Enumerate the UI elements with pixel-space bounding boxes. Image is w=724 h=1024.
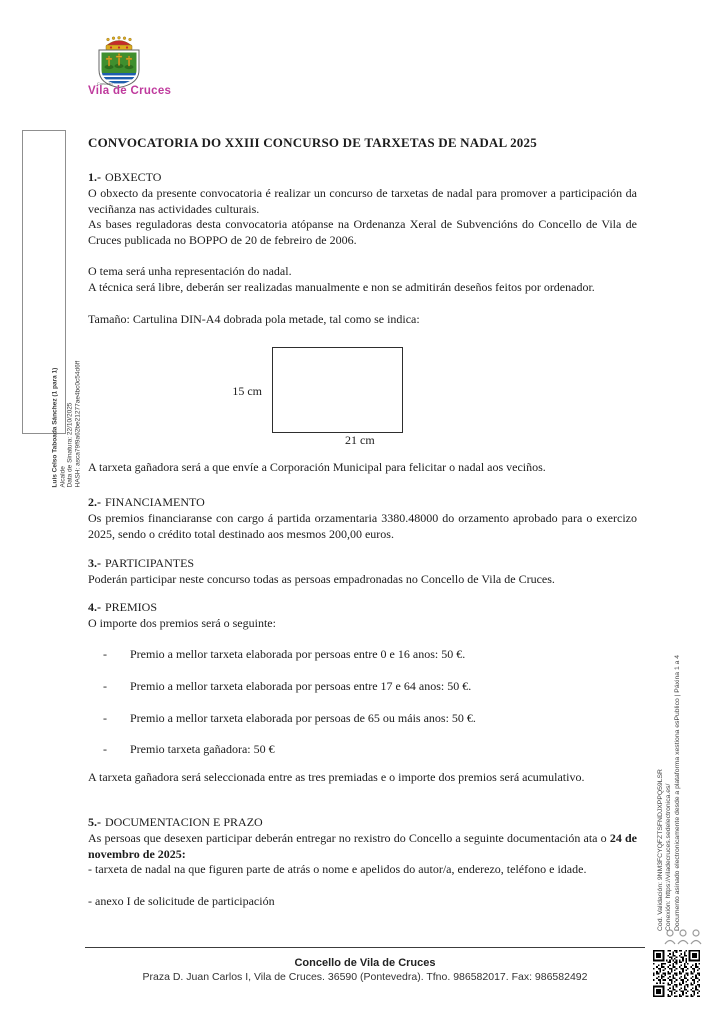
validation-sidebar xyxy=(657,611,683,931)
logo-small-label: Concello xyxy=(97,81,113,86)
paragraph: - anexo I de solicitude de participación xyxy=(88,894,275,908)
width-dimension-label: 21 cm xyxy=(345,433,375,447)
document-body: CONVOCATORIA DO XXIII CONCURSO DE TARXETAS DE NADAL 2025 1.- OBXECTO O obxecto da presente convocatoria é realizar un concurso de tarxetas de nadal para promover a participación da veciñanza nas actividades culturais. As bases reguladoras desta convocatoria atópanse na Ordenanza Xeral de Subvencións do Concello de Vila de Cruces publicada no BOPPO de 20 de febreiro de 2006. O tema será unha representación do nadal. A técnica será libre, deberán ser realizadas manualmente e non se admitirán deseños feitos por ordenador. Tamaño: Cartulina DIN-A4 dobrada pola metade, tal como se indica: 15 cm 21 cm A tarxeta gañadora será a que envíe a Corporación Municipal para felicitar o nadal aos veciños. 2.- FINANCIAMENTO Os premios financiaranse con cargo á partida orzamentaria 3380.48000 do orzamento aprobado para o exercizo 2025, sendo o crédito total destinado aos mesmos 200,00 euros. 3.- PARTICIPANTES Poderán participar neste concurso todas as persoas empadronadas no Concello de Vila de Cruces. 4.- PREMIOS O importe dos premios será o seguinte: - Premio a mellor tarxeta elaborada por persoas entre 0 e 16 anos: 50 €. - Premio a mellor tarxeta elaborada por persoas entre 17 e 64 anos: 50 €. - Premio a mellor tarxeta elaborada por persoas de 65 ou máis anos: 50 €. - Premio tarxeta gañadora: 50 € A tarxeta gañadora será seleccionada entre as tres premiadas e o importe dos premios será acumulativo. 5.- DOCUMENTACION E PRAZO As persoas que desexen participar deberán entregar no rexistro do Concello a seguinte documentación ata o 24 de novembro de 2025: - tarxeta de nadal na que figuren parte de atrás o nome e apelidos do autor/a, enderezo, teléfono e idade. - anexo I de solicitude de participación xyxy=(88,135,638,908)
signer-role: Alcalde xyxy=(59,466,67,488)
card-rectangle xyxy=(272,347,403,433)
section-2-title: FINANCIAMENTO xyxy=(105,495,205,509)
deadline-date: 24 de novembro de 2025: xyxy=(88,831,638,861)
height-dimension-label: 15 cm xyxy=(232,384,262,398)
verification-url: Conexión: https://viladecruces.sedelectronica.es/ xyxy=(665,783,673,931)
validation-code: Cod. Validación: 9NM3FCYQFZTSFNDJXPPQ59LSR xyxy=(657,769,664,931)
section-3-heading xyxy=(88,556,194,571)
section-5-heading xyxy=(88,815,263,830)
qr-code-icon xyxy=(653,950,700,997)
bullet-marker: - xyxy=(103,647,107,661)
footer-divider xyxy=(85,947,645,948)
document-title: CONVOCATORIA DO XXIII CONCURSO DE TARXETAS DE NADAL 2025 xyxy=(88,135,537,150)
section-5-number: 5.- xyxy=(88,815,101,829)
footer-organization: Concello de Vila de Cruces xyxy=(294,957,436,969)
logo-name-label: Vila de Cruces xyxy=(88,85,172,97)
signature-hash: HASH: asca79f9a62be21277ae4bc0c54d6ff xyxy=(74,360,82,488)
section-1-number: 1.- xyxy=(88,170,101,184)
signature-stamp-text xyxy=(52,338,83,488)
footer xyxy=(85,957,645,983)
paragraph: Os premios financiaranse con cargo á partida orzamentaria 3380.48000 do orzamento aprobado para o exercizo 2025, sendo o crédito total destinado aos mesmos 200,00 euros. xyxy=(88,511,637,541)
paragraph: - tarxeta de nadal na que figuren parte de atrás o nome e apelidos do autor/a, enderezo, teléfono e idade. xyxy=(88,862,587,876)
footer-address: Praza D. Juan Carlos I, Vila de Cruces. 36590 (Pontevedra). Tfno. 986582017. Fax: 986582492 xyxy=(142,971,588,983)
section-4-title: PREMIOS xyxy=(105,600,158,614)
people-icon xyxy=(664,928,702,946)
signature-stamp-box xyxy=(22,130,82,488)
paragraph: As persoas que desexen participar deberán entregar no rexistro do Concello a seguinte documentación ata o 24 de novembro de 2025: xyxy=(88,831,638,861)
paragraph: A técnica será libre, deberán ser realizadas manualmente e non se admitirán deseños feitos por ordenador. xyxy=(88,280,595,294)
bullet-marker: - xyxy=(103,711,107,725)
section-2-heading xyxy=(88,495,205,510)
section-4-heading xyxy=(88,600,157,615)
esign-platform-note: Documento asinado electronicamente desde a plataforma xestiona esPublico | Páxina 1 a 4 xyxy=(673,654,681,931)
signer-name: Luis Celso Taboada Sánchez (1 para 1) xyxy=(51,367,59,488)
bullet-marker: - xyxy=(103,742,107,756)
section-4-number: 4.- xyxy=(88,600,101,614)
section-3-title: PARTICIPANTES xyxy=(105,556,195,570)
section-1-title: OBXECTO xyxy=(105,170,162,184)
section-5-title: DOCUMENTACION E PRAZO xyxy=(105,815,263,829)
section-3-number: 3.- xyxy=(88,556,101,570)
paragraph: Tamaño: Cartulina DIN-A4 dobrada pola metade, tal como se indica: xyxy=(88,312,420,326)
paragraph: A tarxeta gañadora será a que envíe a Corporación Municipal para felicitar o nadal aos veciños. xyxy=(88,460,546,474)
paragraph: A tarxeta gañadora será seleccionada entre as tres premiadas e o importe dos premios será acumulativo. xyxy=(88,770,585,784)
bullet-marker: - xyxy=(103,679,107,693)
signature-date: Data de Sinatura: 22/10/2025 xyxy=(66,402,74,488)
paragraph: O importe dos premios será o seguinte: xyxy=(88,616,276,630)
section-2-number: 2.- xyxy=(88,495,101,509)
paragraph: As bases reguladoras desta convocatoria atópanse na Ordenanza Xeral de Subvencións do Concello de Vila de Cruces publicada no BOPPO de 20 de febreiro de 2006. xyxy=(88,217,637,247)
paragraph: O obxecto da presente convocatoria é realizar un concurso de tarxetas de nadal para promover a participación da veciñanza nas actividades culturais. xyxy=(88,186,637,216)
section-1-heading xyxy=(88,170,161,185)
paragraph: Poderán participar neste concurso todas as persoas empadronadas no Concello de Vila de Cruces. xyxy=(88,572,555,586)
paragraph: O tema será unha representación do nadal. xyxy=(88,264,292,278)
